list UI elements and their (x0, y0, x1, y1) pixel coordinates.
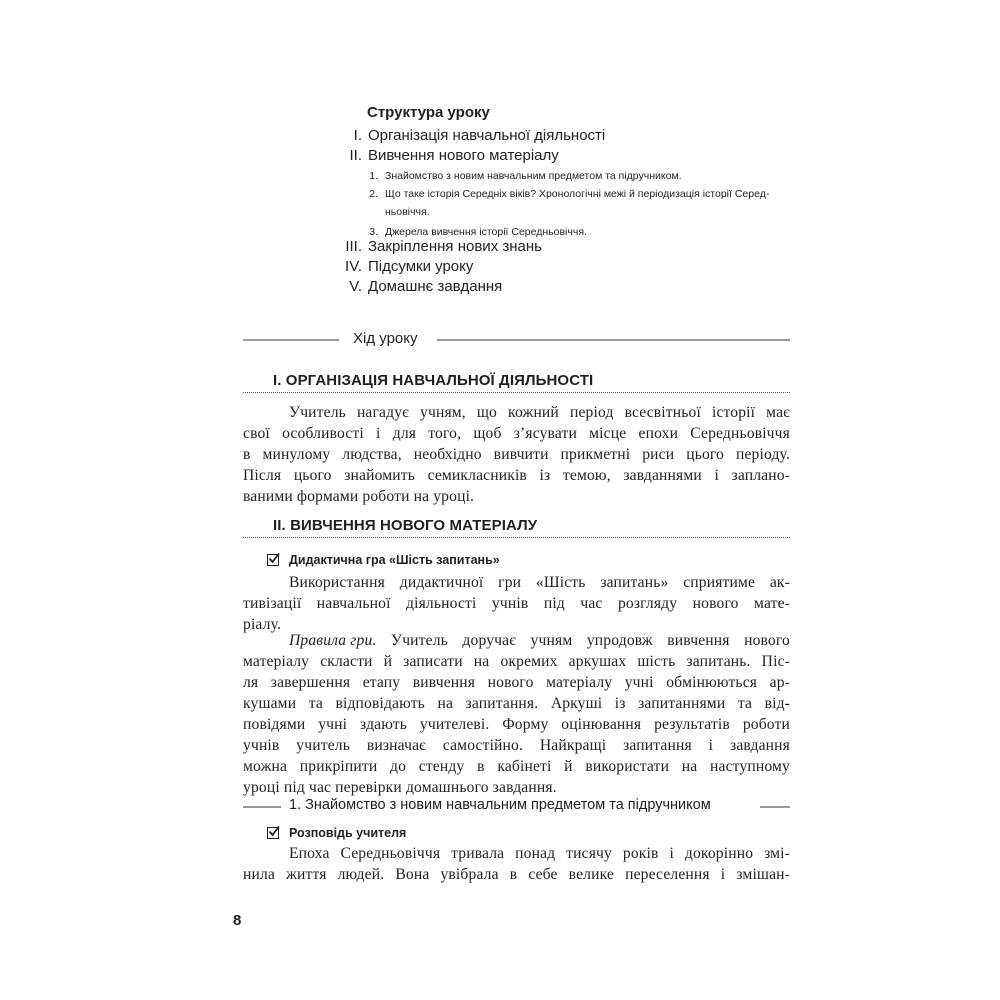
subsection-1-title: 1. Знайомство з новим навчальним предметом та підручником (289, 797, 711, 813)
paragraph-line: в минулому людства, необхідно вивчити прикметні риси цього періоду. (243, 446, 790, 463)
paragraph-line: уроці під час перевірки домашнього завдання. (243, 779, 557, 796)
paragraph-line: матеріалу скласти й записати на окремих аркушах шість запитань. Піс- (243, 653, 790, 670)
paragraph-line: ля завершення етапу вивчення нового матеріалу учні обмінюються ар- (243, 674, 790, 691)
lesson-course-title: Хід уроку (353, 330, 418, 347)
textbook-page: Структура уроку I. Організація навчальної діяльності II. Вивчення нового матеріалу 1. Знайомство з новим навчальним предметом та підручником. 2. Що таке історія Середніх віків? Хронологічні межі й періодизація історії Серед- ньовіччя. 3. Джерела вивчення історії Середньовіччя. III. Закріплення нових знань IV. Підсумки уроку V. Домашнє завдання Хід уроку I. ОРГАНІЗАЦІЯ НАВЧАЛЬНОЇ ДІЯЛЬНОСТІ Учитель нагадує учням, що кожний період всесвітньої історії має свої особливості і для того, щоб з’ясувати місце епохи Середньовіччя в минулому людства, необхідно вивчити прикметні риси цього періоду. Після цього знайомить семикласників із темою, завданнями і заплано- ваними формами роботи на уроці. II. ВИВЧЕННЯ НОВОГО МАТЕРІАЛУ Дидактична гра «Шість запитань» Використання дидактичної гри «Шість запитань» сприятиме ак- тивізації навчальної діяльності учнів під час розгляду нового мате- ріалу. Правила гри. Учитель доручає учням упродовж вивчення нового матеріалу скласти й записати на окремих аркушах шість запитань. Піс- ля завершення етапу вивчення нового матеріалу учні обмінюються ар- кушами та відповідають на запитання. Аркуші із запитаннями та від- повідями учні здають учителеві. Форму оцінювання результатів роботи учнів учитель визначає самостійно. Найкращі запитання і завдання можна прикріпити до стенду в кабінеті й використати на наступному уроці під час перевірки домашнього завдання. 1. Знайомство з новим навчальним предметом та підручником Розповідь учителя Епоха Середньовіччя тривала понад тисячу років і докорінно змі- нила життя людей. Вона увібрала в себе велике переселення і змішан- 8 (233, 104, 790, 929)
divider-right (437, 339, 790, 341)
paragraph-line: учнів учитель визначає самостійно. Найкращі запитання і завдання (243, 737, 790, 754)
divider-right (760, 806, 790, 808)
paragraph-line: Використання дидактичної гри «Шість запитань» сприятиме ак- (289, 574, 790, 591)
teacher-story-label: Розповідь учителя (289, 826, 407, 840)
paragraph-line: ваними формами роботи на уроці. (243, 488, 475, 505)
checkbox-icon (267, 827, 279, 839)
section-1-heading: I. ОРГАНІЗАЦІЯ НАВЧАЛЬНОЇ ДІЯЛЬНОСТІ (273, 372, 594, 389)
paragraph-line: Після цього знайомить семикласників із темою, завданнями і заплано- (243, 467, 790, 484)
paragraph-line: свої особливості і для того, щоб з’ясувати місце епохи Середньовіччя (243, 425, 790, 442)
paragraph-line: повідями учні здають учителеві. Форму оцінювання результатів роботи (243, 716, 790, 733)
divider-left (243, 339, 339, 341)
paragraph-line: тивізації навчальної діяльності учнів під час розгляду нового мате- (243, 595, 790, 612)
rules-italic: Правила гри. (289, 632, 377, 649)
didactic-game-label: Дидактична гра «Шість запитань» (289, 553, 500, 567)
rules-first-line (289, 632, 790, 650)
paragraph-line: Епоха Середньовіччя тривала понад тисячу років і докорінно змі- (289, 845, 790, 862)
dotted-rule (243, 392, 790, 393)
divider-left (243, 806, 281, 808)
section-2-heading: II. ВИВЧЕННЯ НОВОГО МАТЕРІАЛУ (273, 517, 538, 534)
rules-rest: Учитель доручає учням упродовж вивчення нового (376, 632, 790, 649)
paragraph-line: кушами та відповідають на запитання. Аркуші із запитаннями та від- (243, 695, 790, 712)
paragraph-line: Учитель нагадує учням, що кожний період всесвітньої історії має (289, 404, 790, 421)
paragraph-line: ріалу. (243, 616, 282, 633)
checkbox-icon (267, 554, 279, 566)
paragraph-line: можна прикріпити до стенду в кабінеті й використати на наступному (243, 758, 790, 775)
page-number: 8 (233, 912, 242, 929)
paragraph-line: нила життя людей. Вона увібрала в себе велике переселення і змішан- (243, 866, 790, 883)
dotted-rule (243, 537, 790, 538)
structure-title: Структура уроку (367, 104, 490, 121)
